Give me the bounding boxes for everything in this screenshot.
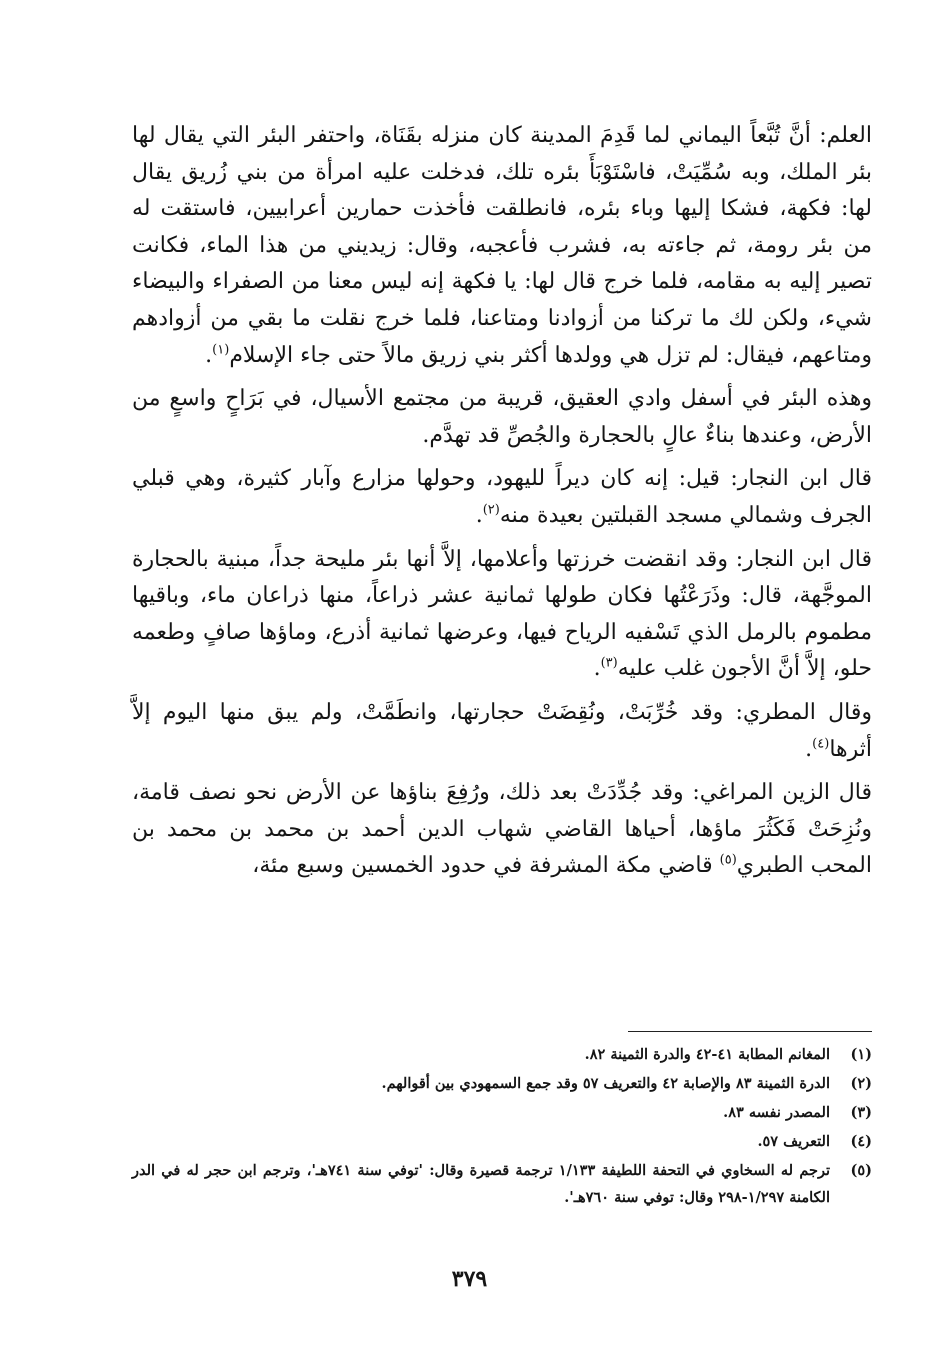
footnote-text: الدرة الثمينة ٨٣ والإصابة ٤٢ والتعريف ٥٧ وقد جمع السمهودي بين أقوالهم. (381, 1075, 830, 1092)
footnote-separator (628, 1031, 872, 1032)
paragraph-end: . (475, 502, 483, 528)
paragraph (132, 461, 872, 534)
paragraph (132, 695, 872, 768)
paragraph-end: . (805, 736, 813, 762)
paragraph-text: وقال المطري: وقد خُرِّبَتْ، ونُقِضَتْ حجارتها، وانطَمَّتْ، ولم يبق منها اليوم إلاَّ أثرها (132, 699, 872, 762)
footnote-text: التعريف ٥٧. (757, 1133, 830, 1150)
paragraph-end: قاضي مكة المشرفة في حدود الخمسين وسبع مئة، (252, 853, 720, 879)
footnote (132, 1099, 872, 1126)
footnote (132, 1041, 872, 1068)
paragraph-text: العلم: أنَّ تُبَّعاً اليماني لما قَدِمَ المدينة كان منزله بقَنَاة، واحتفر البئر التي يقال لها بئر الملك، وبه سُمِّيَتْ، فاسْتَوْبَأَ بئره تلك، فدخلت عليه امرأة من بني زُريق يقال لها: فكهة، فشكا إليها وباء بئره، فانطلقت فأخذت حمارين أعرابيين، فاستقت له من بئر رومة، ثم جاءته به، فشرب فأعجبه، وقال: زيديني من هذا الماء، فكانت تصير إليه به مقامه، فلما خرج قال لها: يا فكهة إنه ليس معنا من الصفراء والبيضاء شيء، ولكن لك ما تركنا من أزوادنا ومتاعنا، فلما خرج نقلت ما بقي من أزوادهم ومتاعهم، فيقال: لم تزل هي وولدها أكثر بني زريق مالاً حتى جاء الإسلام (132, 123, 872, 368)
paragraph-text: وهذه البئر في أسفل وادي العقيق، قريبة من مجتمع الأسيال، في بَرَاحٍ واسعٍ من الأرض، وعندها بناءٌ عالٍ بالحجارة والجُصِّ قد تهدَّم. (132, 386, 872, 448)
footnote-number: (١) (850, 1046, 872, 1063)
footnote-text: المغانم المطابة ٤١-٤٢ والدرة الثمينة ٨٢. (584, 1046, 830, 1063)
footnote-number: (٥) (850, 1162, 872, 1179)
footnote (132, 1128, 872, 1155)
footnotes (132, 1041, 872, 1213)
footnote-reference[interactable]: (٥) (719, 852, 737, 868)
footnote-reference[interactable]: (١) (212, 342, 230, 358)
footnote-reference[interactable]: (٤) (812, 736, 830, 752)
paragraph (132, 775, 872, 885)
paragraph-end: . (593, 656, 601, 682)
footnote-number: (٢) (850, 1075, 872, 1092)
main-text (132, 118, 872, 892)
paragraph-text: قال ابن النجار: وقد انقضت خرزتها وأعلامها، إلاَّ أنها بئر مليحة جداً، مبنية بالحجارة الموجَّهة، قال: وذَرَعْتُها فكان طولها ثمانية عشر ذراعاً، منها ذراعان ماء، وباقيها مطموم بالرمل الذي تَسْفيه الرياح فيها، وعرضها ثمانية أذرع، وماؤها صافٍ وطعمه حلو، إلاَّ أنَّ الأجون غلب عليه (132, 546, 872, 682)
paragraph-text: قال ابن النجار: قيل: إنه كان ديراً لليهود، وحولها مزارع وآبار كثيرة، وهي قبلي الجرف وشمالي مسجد القبلتين بعيدة منه (132, 466, 872, 528)
footnote-number: (٤) (850, 1133, 872, 1150)
footnote-reference[interactable]: (٢) (482, 502, 500, 518)
paragraph (132, 381, 872, 454)
paragraph-text: قال الزين المراغي: وقد جُدِّدَتْ بعد ذلك، ورُفِعَ بناؤها عن الأرض نحو نصف قامة، ونُزِحَتْ فَكَثُرَ ماؤها، أحياها القاضي شهاب الدين أحمد بن محمد بن محمد بن المحب الطبري (132, 780, 872, 879)
paragraph-end: . (205, 342, 213, 368)
footnote-number: (٣) (850, 1104, 872, 1121)
footnote (132, 1070, 872, 1097)
footnote-text: المصدر نفسه ٨٣. (723, 1104, 830, 1121)
page-number: ٣٧٩ (451, 1266, 488, 1292)
footnote-reference[interactable]: (٣) (600, 655, 618, 671)
footnote (132, 1157, 872, 1211)
footnote-text: ترجم له السخاوي في التحفة اللطيفة ١/١٣٣ ترجمة قصيرة وقال: 'توفي سنة ٧٤١هـ'، وترجم ابن حجر له في الدر الكامنة ١/٢٩٧-٢٩٨ وقال: توفي سنة ٧٦٠هـ'. (132, 1162, 830, 1206)
paragraph (132, 118, 872, 374)
paragraph (132, 542, 872, 688)
